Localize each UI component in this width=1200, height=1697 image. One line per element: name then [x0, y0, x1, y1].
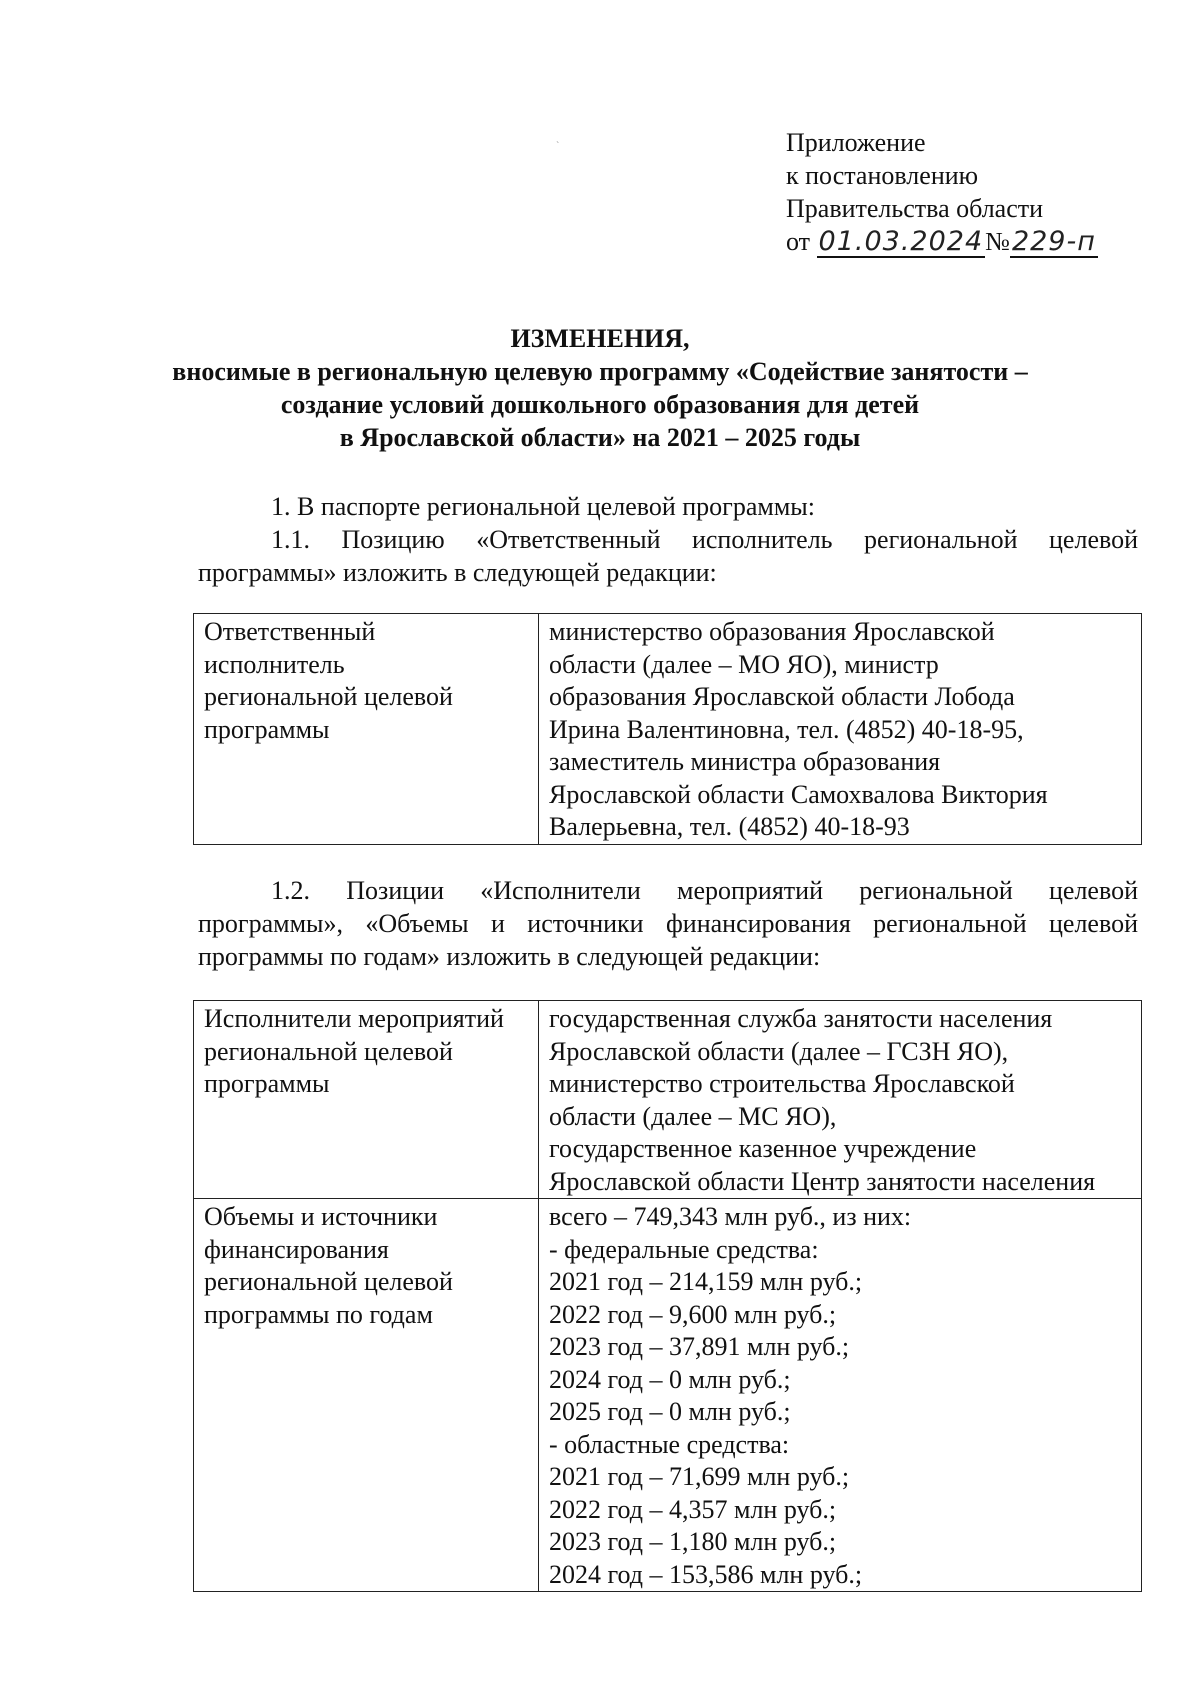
cell-line: области (далее – МО ЯО), министр: [549, 649, 939, 679]
title-line: вносимые в региональную целевую программу «Содействие занятости –: [172, 357, 1028, 386]
cell-line: 2022 год – 9,600 млн руб.;: [549, 1299, 837, 1329]
number-sign: №: [985, 227, 1010, 256]
cell-line: Ирина Валентиновна, тел. (4852) 40-18-95,: [549, 714, 1024, 744]
item-1-2-line: программы по годам» изложить в следующей редакции:: [198, 942, 821, 971]
cell-line: 2024 год – 0 млн руб.;: [549, 1364, 791, 1394]
cell-line: заместитель министра образования: [549, 747, 941, 776]
title-line: в Ярославской области» на 2021 – 2025 годы: [339, 423, 861, 452]
item-1-2-paragraph: [198, 874, 1138, 973]
table-row: [194, 1199, 1142, 1592]
cell-line: государственная служба занятости населения: [549, 1004, 1053, 1033]
cell-line: Объемы и источники: [204, 1202, 438, 1231]
cell-line: Ответственный: [204, 617, 376, 646]
cell-line: Исполнители мероприятий: [204, 1004, 504, 1033]
cell-line: министерство образования Ярославской: [549, 617, 995, 646]
appendix-line: Приложение: [786, 128, 926, 157]
cell-line: государственное казенное учреждение: [549, 1134, 977, 1163]
item-1-2-line: 1.2. Позиции «Исполнители мероприятий региональной целевой: [271, 876, 1138, 905]
item-1-2-line: программы», «Объемы и источники финансирования региональной целевой: [198, 909, 1138, 938]
appendix-block: [786, 126, 1098, 258]
title-line: создание условий дошкольного образования для детей: [280, 390, 920, 419]
table-row: [194, 614, 1142, 845]
cell-line: Ярославской области (далее – ГСЗН ЯО),: [549, 1036, 1009, 1066]
document-title: [0, 322, 1200, 454]
table-value-cell: [539, 614, 1142, 845]
cell-line: 2021 год – 71,699 млн руб.;: [549, 1462, 850, 1491]
table-responsible-executor: [193, 613, 1142, 845]
table-value-cell: [539, 1199, 1142, 1592]
item-1-1-line: 1.1. Позицию «Ответственный исполнитель региональной целевой: [271, 525, 1138, 554]
cell-line: 2024 год – 153,586 млн руб.;: [549, 1559, 863, 1589]
cell-line: Ярославской области Самохвалова Виктория: [549, 779, 1048, 809]
cell-line: региональной целевой: [204, 1267, 453, 1296]
cell-line: министерство строительства Ярославской: [549, 1069, 1015, 1098]
cell-line: - областные средства:: [549, 1429, 790, 1459]
table-row: [194, 1001, 1142, 1199]
handwritten-date: 01.03.2024: [818, 226, 984, 257]
table-value-cell: [539, 1001, 1142, 1199]
appendix-line: к постановлению: [786, 161, 979, 190]
cell-line: Валерьевна, тел. (4852) 40-18-93: [549, 812, 910, 841]
cell-line: региональной целевой: [204, 1036, 453, 1066]
cell-line: 2021 год – 214,159 млн руб.;: [549, 1267, 863, 1296]
cell-line: программы: [204, 714, 330, 744]
table-label-cell: [194, 1001, 539, 1199]
cell-line: образования Ярославской области Лобода: [549, 682, 1015, 711]
cell-line: всего – 749,343 млн руб., из них:: [549, 1202, 912, 1231]
item-1-1-line: программы» изложить в следующей редакции:: [198, 558, 717, 587]
from-prefix: от: [786, 227, 811, 256]
cell-line: - федеральные средства:: [549, 1234, 819, 1264]
item-1-1-paragraph: [198, 523, 1138, 589]
cell-line: региональной целевой: [204, 682, 453, 711]
table-label-cell: [194, 1199, 539, 1592]
cell-line: 2023 год – 37,891 млн руб.;: [549, 1332, 850, 1361]
appendix-date-number-line: [786, 225, 1098, 258]
appendix-line: Правительства области: [786, 194, 1044, 223]
cell-line: 2025 год – 0 млн руб.;: [549, 1397, 791, 1426]
cell-line: программы: [204, 1069, 330, 1098]
handwritten-number: 229-п: [1011, 226, 1096, 257]
cell-line: 2022 год – 4,357 млн руб.;: [549, 1494, 837, 1524]
cell-line: финансирования: [204, 1234, 389, 1264]
cell-line: Ярославской области Центр занятости населения: [549, 1166, 1096, 1196]
section1-heading: 1. В паспорте региональной целевой программы:: [271, 492, 815, 521]
table-executors-funding: [193, 1000, 1142, 1592]
cell-line: программы по годам: [204, 1299, 433, 1329]
cell-line: исполнитель: [204, 649, 345, 679]
table-label-cell: [194, 614, 539, 845]
cell-line: 2023 год – 1,180 млн руб.;: [549, 1527, 837, 1556]
title-line: ИЗМЕНЕНИЯ,: [510, 324, 690, 353]
cell-line: области (далее – МС ЯО),: [549, 1101, 837, 1131]
scan-mark: `: [556, 141, 560, 152]
